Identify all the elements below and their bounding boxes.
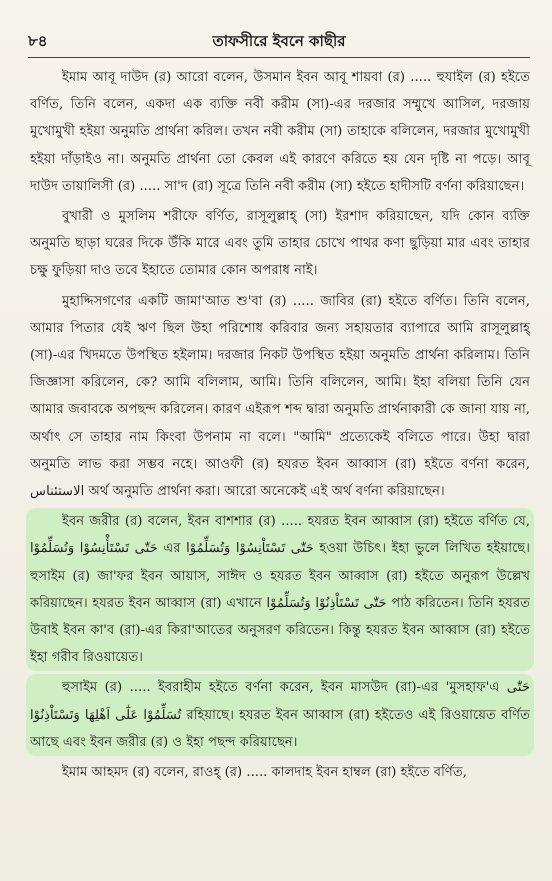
highlighted-paragraph-1: ইবন জরীর (র) বলেন, ইবন বাশশার (র) ..... হযরত ইবন আব্বাস (রা) হইতে বর্ণিত যে, حَتّٰى تَسْتَأْنِسُوْا وَتُسَلِّمُوْا এর حَتّٰى تَسْتَاْنِسُوْا وَتُسَلِّمُوْا হওয়া উচিৎ। ইহা ভুলে লিখিত হইয়াছে। হুসাইম (র) জা'ফর ইবন আয়াস, সাঈদ ও হযরত ইবন আব্বাস (রা) হইতে অনুরূপ উল্লেখ করিয়াছেন। হযরত ইবন আব্বাস (রা) এখানে حَتّٰى تَسْتَاْذِنُوْا وَتُسَلِّمُوْا পাঠ করিতেন। তিনি হযরত উবাই ইবন কা'ব (রা)-এর কিরা'আতের অনুসরণ করিতেন। কিন্তু হযরত ইবন আব্বাস (রা) হইতে ইহা গরীব রিওয়ায়েত।	[26, 508, 534, 671]
page-header	[28, 30, 530, 56]
page-number: ৮৪	[28, 32, 48, 50]
paragraph-1: ইমাম আবূ দাউদ (র) আরো বলেন, উসমান ইবন আবূ শায়বা (র) ..... হুযাইল (র) হইতে বর্ণিত, তিনি বলেন, একদা এক ব্যক্তি নবী করীম (সা)-এর দরজার সম্মুখে আসিল, দরজায় মুখোমুখী হইয়া অনুমতি প্রার্থনা করিল। তখন নবী করীম (সা) তাহাকে বলিলেন, দরজার মুখোমুখী হইয়া দাঁড়াইও না। অনুমতি প্রার্থনা তো কেবল এই কারণে করিতে হয় যেন দৃষ্টি না পড়ে। আবূ দাউদ তায়ালিসী (র) ..... সা'দ (রা) সূত্রে তিনি নবী করীম (সা) হইতে হাদীসটি বর্ণনা করিয়াছেন।	[30, 70, 530, 194]
running-title: তাফসীরে ইবনে কাছীর	[212, 32, 346, 50]
page-body	[30, 64, 530, 789]
highlighted-paragraph-2: হুসাইম (র) ..... ইবরাহীম হইতে বর্ণনা করেন, ইবন মাসউদ (রা)-এর 'মুসহাফ'এ حَتّٰى تُسَلِّمُوْا عَلٰٓى اَهْلِهَا وَتَسْتَاْذِنُوْا রহিয়াছে। হযরত ইবন আব্বাস (রা) হইতেও এই রিওয়ায়েত বর্ণিত আছে এবং ইবন জরীর (র) ও ইহা পছন্দ করিয়াছেন।	[26, 674, 534, 756]
paragraph-2: বুখারী ও মুসলিম শরীফে বর্ণিত, রাসূলুল্লাহ্ (সা) ইরশাদ করিয়াছেন, যদি কোন ব্যক্তি অনুমতি ছাড়া ঘরের দিকে উঁকি মারে এবং তুমি তাহার চোখে পাথর কণা ছুড়িয়া মার এবং তাহার চক্ষু ফুড়িয়া দাও তবে ইহাতে তোমার কোন অপরাধ নাই।	[30, 209, 530, 279]
header-rule	[28, 57, 530, 58]
paragraph-3: মুহাদ্দিসগণের একটি জামা'আত শু'বা (র) ..... জাবির (রা) হইতে বর্ণিত। তিনি বলেন, আমার পিতার যেই ঋণ ছিল উহা পরিশোধ করিবার জন্য সহায়তার ব্যাপারে আমি রাসূলুল্লাহ্ (সা)-এর খিদমতে উপস্থিত হইলাম। দরজার নিকট উপস্থিত হইয়া অনুমতি প্রার্থনা করিলাম। তিনি জিজ্ঞাসা করিলেন, কে? আমি বলিলাম, আমি। তিনি বলিলেন, আমি। ইহা বলিয়া তিনি যেন আমার জবাবকে অপছন্দ করিলেন। কারণ এইরূপ শব্দ দ্বারা অনুমতি প্রার্থনাকারী কে জানা যায় না, অর্থাৎ সে তাহার নাম কিংবা উপনাম না বলে। "আমি" প্রত্যেকেই বলিতে পারে। উহা দ্বারা অনুমতি লাভ করা সম্ভব নহে। আওফী (র) হযরত ইবন আব্বাস (রা) হইতে বর্ণনা করেন, الاستئناس অর্থ অনুমতি প্রার্থনা করা। আরো অনেকেই এই অর্থ বর্ণনা করিয়াছেন।	[30, 293, 530, 500]
paragraph-6: ইমাম আহমদ (র) বলেন, রাওহ্ (র) ..... কালদাহ ইবন হাম্বল (রা) হইতে বর্ণিত,	[62, 765, 467, 781]
